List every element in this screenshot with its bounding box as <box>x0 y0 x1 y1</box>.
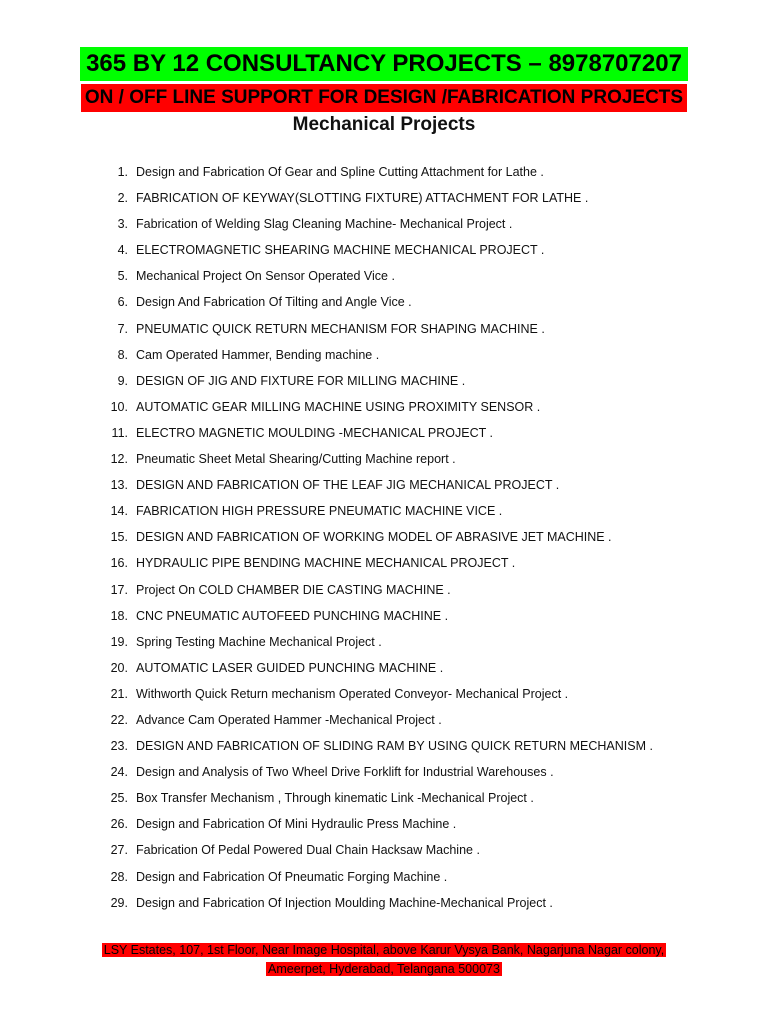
list-item <box>0 550 768 576</box>
list-item <box>0 472 768 498</box>
list-item <box>0 524 768 550</box>
list-item-text: Cam Operated Hammer, Bending machine . <box>136 347 380 362</box>
list-item <box>0 159 768 185</box>
list-item <box>0 785 768 811</box>
list-item-text: Fabrication of Welding Slag Cleaning Machine- Mechanical Project . <box>136 217 513 232</box>
list-item-number: 12. <box>110 452 128 467</box>
list-item-text: DESIGN AND FABRICATION OF WORKING MODEL OF ABRASIVE JET MACHINE . <box>136 530 612 545</box>
list-item-text: Design And Fabrication Of Tilting and Angle Vice . <box>136 295 412 310</box>
list-item-number: 1. <box>117 165 128 179</box>
list-item <box>0 263 768 289</box>
page-title-line <box>0 47 768 81</box>
list-item-text: Design and Fabrication Of Pneumatic Forging Machine . <box>136 869 448 884</box>
list-item-text: FABRICATION OF KEYWAY(SLOTTING FIXTURE) ATTACHMENT FOR LATHE . <box>136 191 589 206</box>
list-item-text: Box Transfer Mechanism , Through kinematic Link -Mechanical Project . <box>136 791 534 806</box>
list-item-text: DESIGN OF JIG AND FIXTURE FOR MILLING MACHINE . <box>136 373 466 388</box>
list-item <box>0 837 768 863</box>
footer-address-line-2: Ameerpet, Hyderabad, Telangana 500073 <box>268 962 500 976</box>
list-item-number: 23. <box>110 739 128 754</box>
list-item <box>0 185 768 211</box>
list-item-text: Design and Fabrication Of Gear and Spline Cutting Attachment for Lathe . <box>136 165 544 179</box>
list-item-number: 7. <box>117 321 128 336</box>
list-item <box>0 420 768 446</box>
list-item <box>0 289 768 315</box>
list-item-number: 13. <box>110 478 128 493</box>
list-item-number: 5. <box>117 269 128 284</box>
list-item-number: 3. <box>117 217 128 232</box>
support-banner: ON / OFF LINE SUPPORT FOR DESIGN /FABRICATION PROJECTS <box>81 84 687 112</box>
list-item <box>0 237 768 263</box>
list-item <box>0 603 768 629</box>
list-item-number: 28. <box>110 869 128 884</box>
list-item-text: Fabrication Of Pedal Powered Dual Chain Hacksaw Machine . <box>136 843 480 858</box>
project-list <box>0 159 768 916</box>
list-item-text: Spring Testing Machine Mechanical Project . <box>136 634 382 649</box>
list-item-text: DESIGN AND FABRICATION OF THE LEAF JIG MECHANICAL PROJECT . <box>136 478 560 493</box>
list-item <box>0 707 768 733</box>
list-item <box>0 890 768 916</box>
list-item <box>0 498 768 524</box>
list-item <box>0 394 768 420</box>
list-item-number: 27. <box>110 843 128 858</box>
list-item-number: 11. <box>111 425 128 440</box>
list-item-text: Design and Fabrication Of Injection Moulding Machine-Mechanical Project . <box>136 895 553 910</box>
list-item <box>0 316 768 342</box>
list-item-number: 22. <box>110 712 128 727</box>
list-item-text: Advance Cam Operated Hammer -Mechanical Project . <box>136 712 442 727</box>
list-item-text: Pneumatic Sheet Metal Shearing/Cutting Machine report . <box>136 452 456 467</box>
list-item-text: Project On COLD CHAMBER DIE CASTING MACHINE . <box>136 582 451 597</box>
consultancy-title: 365 BY 12 CONSULTANCY PROJECTS – 8978707207 <box>80 47 688 81</box>
list-item-number: 14. <box>110 504 128 519</box>
list-item <box>0 577 768 603</box>
list-item-number: 24. <box>110 765 128 780</box>
list-item-text: Withworth Quick Return mechanism Operated Conveyor- Mechanical Project . <box>136 686 569 701</box>
list-item <box>0 681 768 707</box>
list-item-number: 29. <box>110 895 128 910</box>
list-item-text: HYDRAULIC PIPE BENDING MACHINE MECHANICAL PROJECT . <box>136 556 516 571</box>
list-item-text: CNC PNEUMATIC AUTOFEED PUNCHING MACHINE . <box>136 608 449 623</box>
list-item-number: 17. <box>110 582 128 597</box>
list-item <box>0 811 768 837</box>
list-item-number: 8. <box>117 347 128 362</box>
list-item-number: 20. <box>110 660 128 675</box>
list-item-number: 15. <box>110 530 128 545</box>
subtitle-line <box>0 112 768 138</box>
list-item <box>0 368 768 394</box>
support-line <box>0 84 768 112</box>
list-item <box>0 759 768 785</box>
footer-address <box>0 941 768 979</box>
list-item-number: 10. <box>110 399 128 414</box>
footer-address-line-1: LSY Estates, 107, 1st Floor, Near Image Hospital, above Karur Vysya Bank, Nagarjuna Nagar colony, <box>103 943 665 957</box>
list-item <box>0 864 768 890</box>
list-item-text: ELECTRO MAGNETIC MOULDING -MECHANICAL PROJECT . <box>136 425 493 440</box>
list-item-text: DESIGN AND FABRICATION OF SLIDING RAM BY USING QUICK RETURN MECHANISM . <box>136 739 653 754</box>
list-item-number: 26. <box>110 817 128 832</box>
list-item-text: ELECTROMAGNETIC SHEARING MACHINE MECHANICAL PROJECT . <box>136 243 545 258</box>
list-item <box>0 733 768 759</box>
list-item-text: Design and Fabrication Of Mini Hydraulic Press Machine . <box>136 817 457 832</box>
list-item-number: 2. <box>117 191 128 206</box>
list-item-text: AUTOMATIC LASER GUIDED PUNCHING MACHINE . <box>136 660 444 675</box>
list-item-number: 19. <box>110 634 128 649</box>
list-item-number: 4. <box>117 243 128 258</box>
list-item <box>0 446 768 472</box>
list-item-text: FABRICATION HIGH PRESSURE PNEUMATIC MACHINE VICE . <box>136 504 503 519</box>
list-item-number: 16. <box>110 556 128 571</box>
list-item <box>0 655 768 681</box>
section-subtitle: Mechanical Projects <box>292 114 476 135</box>
list-item-number: 25. <box>110 791 128 806</box>
list-item <box>0 342 768 368</box>
list-item <box>0 629 768 655</box>
list-item-number: 21. <box>110 686 128 701</box>
list-item-number: 6. <box>117 295 128 310</box>
list-item-text: AUTOMATIC GEAR MILLING MACHINE USING PROXIMITY SENSOR . <box>136 399 541 414</box>
list-item <box>0 211 768 237</box>
list-item-number: 9. <box>117 373 128 388</box>
list-item-text: PNEUMATIC QUICK RETURN MECHANISM FOR SHAPING MACHINE . <box>136 321 545 336</box>
list-item-text: Design and Analysis of Two Wheel Drive Forklift for Industrial Warehouses . <box>136 765 554 780</box>
list-item-number: 18. <box>110 608 128 623</box>
list-item-text: Mechanical Project On Sensor Operated Vice . <box>136 269 395 284</box>
